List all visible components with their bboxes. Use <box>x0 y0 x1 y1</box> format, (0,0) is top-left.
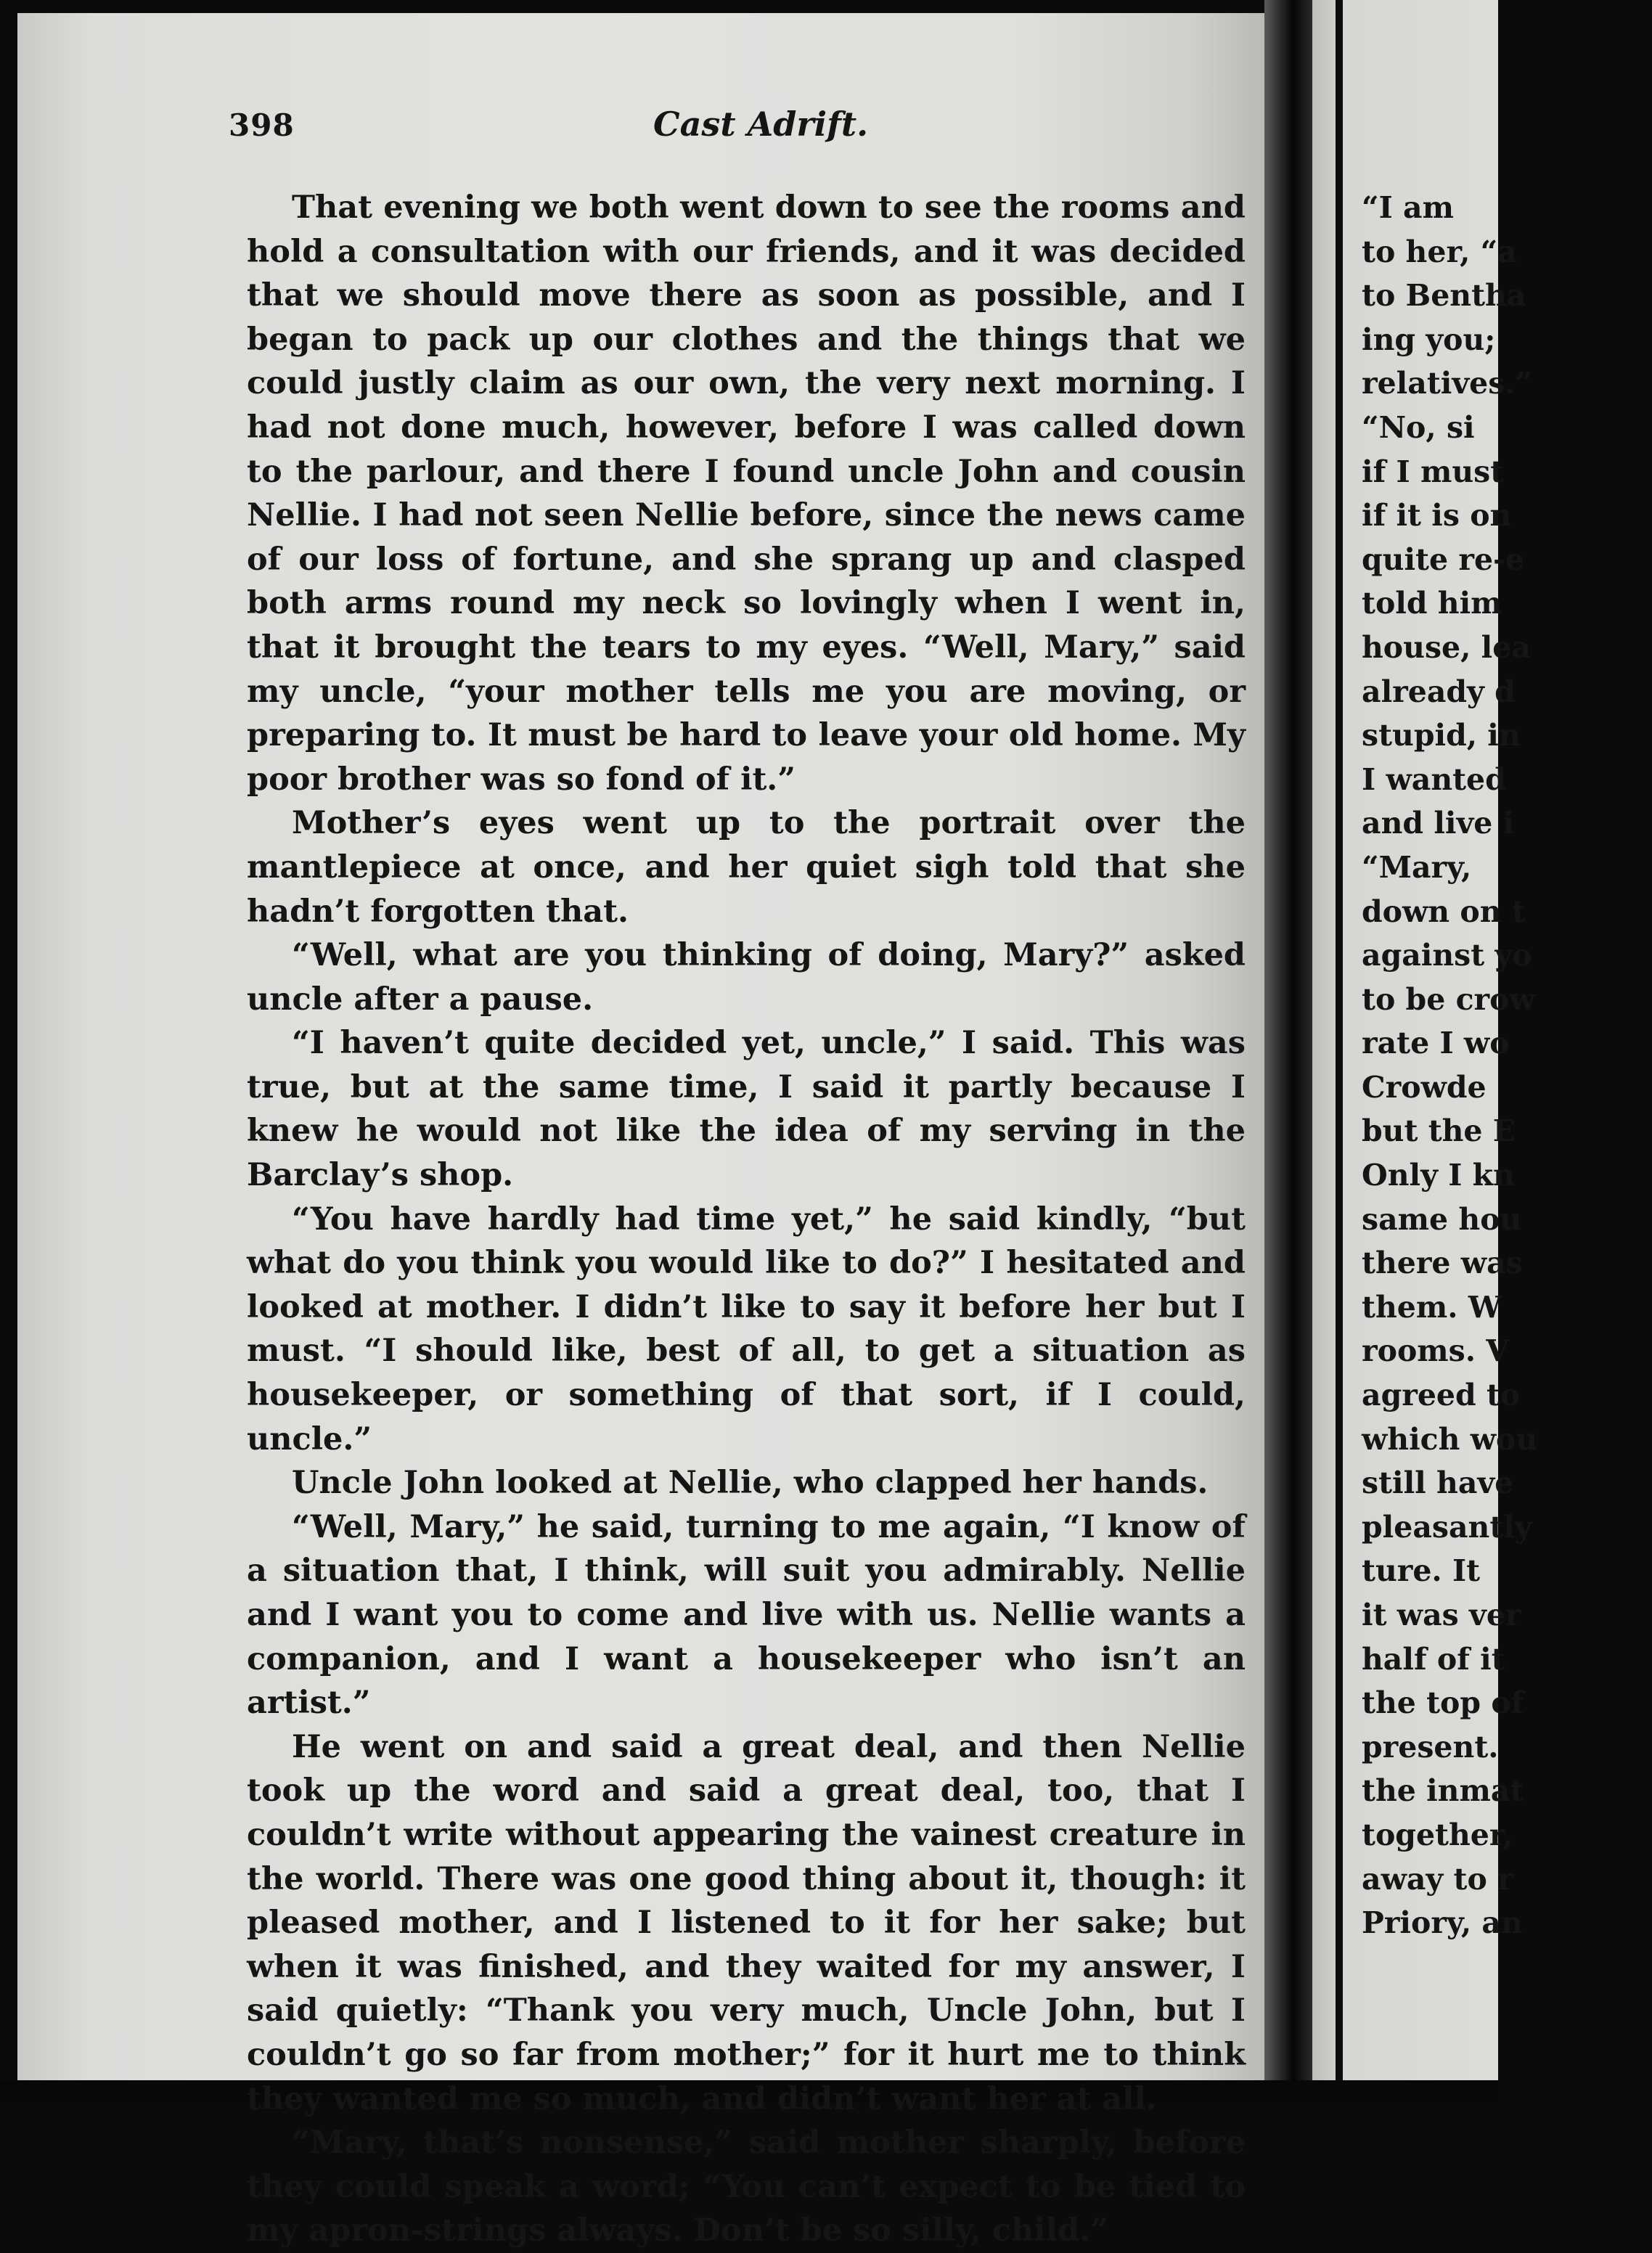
facing-page-line: there was <box>1362 1246 1523 1281</box>
facing-page-line: rate I wo <box>1362 1026 1510 1061</box>
facing-page-line: to Bentha <box>1362 278 1526 314</box>
facing-page-line: ture. It <box>1362 1553 1481 1589</box>
facing-page-line: and live i <box>1362 806 1515 841</box>
paragraph: Uncle John looked at Nellie, who clapped her hands. <box>292 1465 1209 1502</box>
paragraph: “Mary, that’s nonsense,” said mother sharply, before they could speak a word; “You can’t expect to be tied to my apron-strings always. Don’t be so silly, child.” <box>247 2125 1246 2249</box>
page-edge-shadow <box>1336 0 1343 2102</box>
facing-page-line: against yo <box>1362 938 1532 973</box>
facing-page-line: to be crow <box>1362 981 1535 1017</box>
paragraph: “Well, Mary,” he said, turning to me again, “I know of a situation that, I think, will suit you admirably. Nellie and I want you to come and live with us. Nellie wants a companion, and I want a housekeeper who isn’t an artist.” <box>247 1508 1246 1722</box>
facing-page-line: if I must <box>1362 454 1505 489</box>
page-number: 398 <box>229 107 295 143</box>
facing-page-line: agreed to <box>1362 1378 1521 1413</box>
running-title: Cast Adrift. <box>653 105 869 144</box>
facing-page-line: which wou <box>1362 1421 1538 1457</box>
facing-page-line: it was ver <box>1362 1598 1521 1632</box>
paragraph: He went on and said a great deal, and then Nellie took up the word and said a great deal, too, that I couldn’t write without appearing the vainest creature in the world. There was one good thing about it, though: it pleased mother, and I listened to it for her sake; but when it was finished, and they waited for my answer, I said quietly: “Thank you very much, Uncle John, but I couldn’t go so far from mother;” for it hurt me to think they wanted me so much, and didn’t want her at all. <box>247 1728 1246 2117</box>
facing-page-line: them. W <box>1362 1289 1502 1325</box>
paragraph: Mother’s eyes went up to the portrait over the mantlepiece at once, and her quiet sigh told that she hadn’t forgotten that. <box>247 805 1246 930</box>
facing-page-line: ing you; <box>1362 322 1496 357</box>
facing-page-line: quite re-e <box>1362 541 1525 577</box>
paragraph: “I haven’t quite decided yet, uncle,” I said. This was true, but at the same time, I said it partly because I knew he would not like the idea of my serving in the Barclay’s shop. <box>247 1025 1246 1194</box>
facing-page-line: to her, “a <box>1362 234 1517 269</box>
facing-page-text <box>1362 186 1652 1945</box>
facing-page-line: pleasantly <box>1362 1509 1532 1545</box>
facing-page-line: present. <box>1362 1729 1499 1765</box>
facing-page-line: Crowde <box>1362 1069 1487 1105</box>
facing-page-line: relatives.” <box>1362 366 1533 401</box>
facing-page-line: I wanted <box>1362 761 1506 797</box>
paragraph: “Well, what are you thinking of doing, Mary?” asked uncle after a pause. <box>247 937 1246 1018</box>
facing-page-line: already d <box>1362 674 1516 709</box>
running-head <box>229 102 1263 152</box>
facing-page-line: the inmat <box>1362 1773 1524 1809</box>
facing-page-line: down on t <box>1362 894 1526 929</box>
book-gutter <box>1264 0 1312 2102</box>
body-text <box>247 186 1246 2253</box>
facing-page-line: half of it <box>1362 1641 1505 1677</box>
facing-page-line: same hou <box>1362 1201 1522 1237</box>
facing-page-line: Only I kn <box>1362 1158 1515 1193</box>
facing-page-line: rooms. V <box>1362 1333 1510 1369</box>
facing-page-line: Priory, an <box>1362 1905 1523 1941</box>
facing-page-line: the top of <box>1362 1685 1524 1721</box>
facing-page-line: still have <box>1362 1465 1514 1501</box>
facing-page-line: house, lea <box>1362 629 1531 665</box>
facing-page-line: together, <box>1362 1817 1513 1852</box>
facing-page-line: stupid, in <box>1362 718 1521 753</box>
facing-page-line: “I am <box>1362 190 1454 225</box>
paragraph: “You have hardly had time yet,” he said kindly, “but what do you think you would like to do?” I hesitated and looked at mother. I didn’t like to say it before her but I must. “I should like, best of all, to get a situation as housekeeper, or something of that sort, if I could, uncle.” <box>247 1201 1246 1457</box>
facing-page-line: but the E <box>1362 1113 1516 1149</box>
facing-page-line: away to r <box>1362 1861 1513 1897</box>
facing-page-line: “No, si <box>1362 409 1475 445</box>
paragraph: That evening we both went down to see the rooms and hold a consultation with our friends, and it was decided that we should move there as soon as possible, and I began to pack up our clothes and the things that we could justly claim as our own, the very next morning. I had not done much, however, before I was called down to the parlour, and there I found uncle John and cousin Nellie. I had not seen Nellie before, since the news came of our loss of fortune, and she sprang up and clasped both arms round my neck so lovingly when I went in, that it brought the tears to my eyes. “Well, Mary,” said my uncle, “your mother tells me you are moving, or preparing to. It must be hard to leave your old home. My poor brother was so fond of it.” <box>247 189 1246 798</box>
facing-page-line: “Mary, <box>1362 849 1472 885</box>
facing-page-line: told him <box>1362 586 1502 621</box>
facing-page-line: if it is on <box>1362 498 1512 533</box>
